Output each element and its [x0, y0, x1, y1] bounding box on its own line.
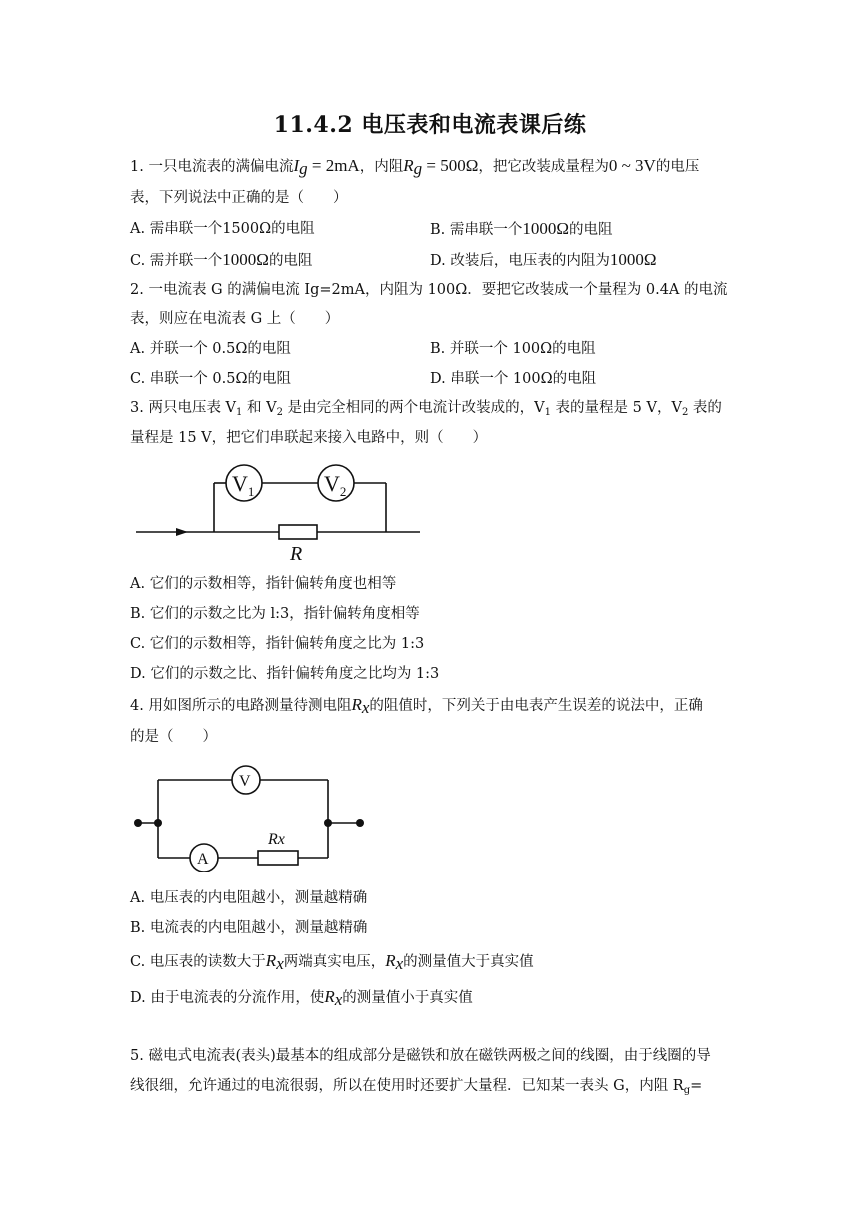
q5-stem-line1: 5. 磁电式电流表(表头)最基本的组成部分是磁铁和放在磁铁两极之间的线圈，由于线圈的导	[130, 1048, 711, 1064]
v2-label: $V_2$	[324, 471, 347, 499]
q2-stem-line1: 2. 一电流表 G 的满偏电流 Ig=2mA，内阻为 100Ω．要把它改装成一个量程为 0.4A 的电流	[130, 282, 728, 298]
q4-rx-symbol: R	[351, 695, 362, 714]
q4-text-b: 的阻值时，下列关于由电表产生误差的说法中，正确	[369, 698, 703, 714]
q3-text-d: 表的量程是 5 V，V	[550, 400, 682, 416]
q4-option-c-rx-subscript: x	[276, 954, 284, 973]
q1-option-c-text-end: 的电阻	[268, 253, 313, 269]
q5-stem-line2	[130, 1076, 702, 1096]
q1-option-c	[130, 250, 312, 271]
q4-option-d-text-a: D. 由于电流表的分流作用，使	[130, 990, 325, 1006]
q1-ig-value: = 2mA	[307, 156, 360, 175]
q3-sub-2: 2	[276, 407, 283, 418]
q2-stem-line2: 表，则应在电流表 G 上（ ）	[130, 311, 340, 327]
q1-option-d-value: 1000Ω	[609, 250, 657, 269]
q4-option-c-rx-symbol: R	[265, 951, 277, 970]
q4-option-c-rx-subscript-2: x	[395, 954, 404, 973]
q2-option-a: A. 并联一个 0.5Ω的电阻	[130, 341, 291, 357]
q1-option-c-value: 1000Ω	[222, 250, 269, 269]
q5-text-a: 线很细，允许通过的电流很弱，所以在使用时还要扩大量程．已知某一表头 G，内阻 R	[130, 1078, 684, 1094]
q3-sub-3: 1	[544, 407, 551, 418]
q4-option-c-text-b: 两端真实电压，	[283, 954, 386, 970]
q2-option-d: D. 串联一个 100Ω的电阻	[430, 371, 597, 387]
q1-option-b-text: B. 需串联一个	[430, 222, 523, 238]
q1-ig-symbol: I	[293, 156, 300, 175]
q3-circuit-diagram	[130, 458, 430, 568]
q1-stem-text-c: ，把它改装成量程为	[478, 159, 609, 175]
q2-option-b: B. 并联一个 100Ω的电阻	[430, 341, 596, 357]
q1-stem-text-b: ，内阻	[359, 159, 404, 175]
q4-option-c-text-c: 的测量值大于真实值	[403, 954, 534, 970]
q4-option-b: B. 电流表的内电阻越小，测量越精确	[130, 920, 368, 936]
q1-option-d	[430, 250, 656, 271]
q4-option-a: A. 电压表的内电阻越小，测量越精确	[130, 890, 368, 906]
q4-option-d	[130, 987, 473, 1008]
q1-option-a: A. 需串联一个1500Ω的电阻	[130, 221, 315, 237]
q1-stem-line1	[130, 156, 699, 177]
q3-text-c: 是由完全相同的两个电流计改装成的，V	[282, 400, 545, 416]
q2-option-c: C. 串联一个 0.5Ω的电阻	[130, 371, 291, 387]
rx-label: Rx	[268, 831, 285, 848]
q3-text-b: 和 V	[242, 400, 277, 416]
q4-circuit-diagram	[130, 762, 370, 872]
q3-text-e: 表的	[688, 400, 722, 416]
terminal-right-icon	[356, 819, 364, 827]
q3-sub-4: 2	[681, 407, 689, 418]
q4-option-d-rx-subscript: x	[334, 990, 343, 1009]
q3-option-c: C. 它们的示数相等，指针偏转角度之比为 1:3	[130, 636, 425, 652]
q3-option-d: D. 它们的示数之比、指针偏转角度之比均为 1:3	[130, 666, 440, 682]
q4-rx-subscript: x	[361, 698, 370, 717]
q1-range: 0 ~ 3V	[608, 156, 656, 175]
junction-left-icon	[154, 819, 162, 827]
q1-option-c-text: C. 需并联一个	[130, 253, 223, 269]
q5-text-end: =	[690, 1078, 703, 1094]
q1-stem-text-a: 1. 一只电流表的满偏电流	[130, 159, 294, 175]
q1-stem-text-d: 的电压	[655, 159, 700, 175]
q4-option-d-text-b: 的测量值小于真实值	[342, 990, 473, 1006]
q1-rg-value: = 500Ω	[422, 156, 479, 175]
q3-option-a: A. 它们的示数相等，指针偏转角度也相等	[130, 576, 397, 592]
q1-option-b-value: 1000Ω	[522, 219, 570, 238]
q1-option-b-text-end: 的电阻	[569, 222, 613, 238]
q4-text-a: 4. 用如图所示的电路测量待测电阻	[130, 698, 352, 714]
resistor-rx-symbol	[258, 851, 298, 865]
q1-rg-subscript: g	[413, 159, 423, 178]
q1-rg-symbol: R	[403, 156, 414, 175]
q3-stem-line2: 量程是 15 V，把它们串联起来接入电路中，则（ ）	[130, 430, 488, 446]
q3-stem-line1	[130, 398, 722, 418]
page-title: 11.4.2 电压表和电流表课后练	[273, 112, 587, 138]
junction-right-icon	[324, 819, 332, 827]
voltmeter-label: V	[239, 773, 251, 790]
q1-stem-line2: 表，下列说法中正确的是（ ）	[130, 190, 348, 206]
v1-label: $V_1$	[232, 471, 255, 499]
q4-option-d-rx-symbol: R	[324, 987, 335, 1006]
ammeter-label: A	[197, 851, 209, 868]
q4-option-c	[130, 951, 534, 972]
q1-option-b	[430, 219, 613, 240]
q3-text-a: 3. 两只电压表 V	[130, 400, 237, 416]
current-arrow-icon	[176, 528, 188, 536]
q4-option-c-rx-symbol-2: R	[385, 951, 396, 970]
q5-sub: g	[683, 1085, 691, 1096]
q4-option-c-text-a: C. 电压表的读数大于	[130, 954, 266, 970]
q4-stem-line2: 的是（ ）	[130, 729, 217, 745]
q1-ig-subscript: g	[299, 159, 308, 178]
q1-option-d-text: D. 改装后，电压表的内阻为	[430, 253, 610, 269]
resistor-r-symbol	[279, 525, 317, 539]
r-label: R	[290, 543, 303, 565]
q3-sub-1: 1	[236, 407, 243, 418]
q3-option-b: B. 它们的示数之比为 l:3，指针偏转角度相等	[130, 606, 420, 622]
terminal-left-icon	[134, 819, 142, 827]
q4-stem-line1	[130, 695, 703, 716]
